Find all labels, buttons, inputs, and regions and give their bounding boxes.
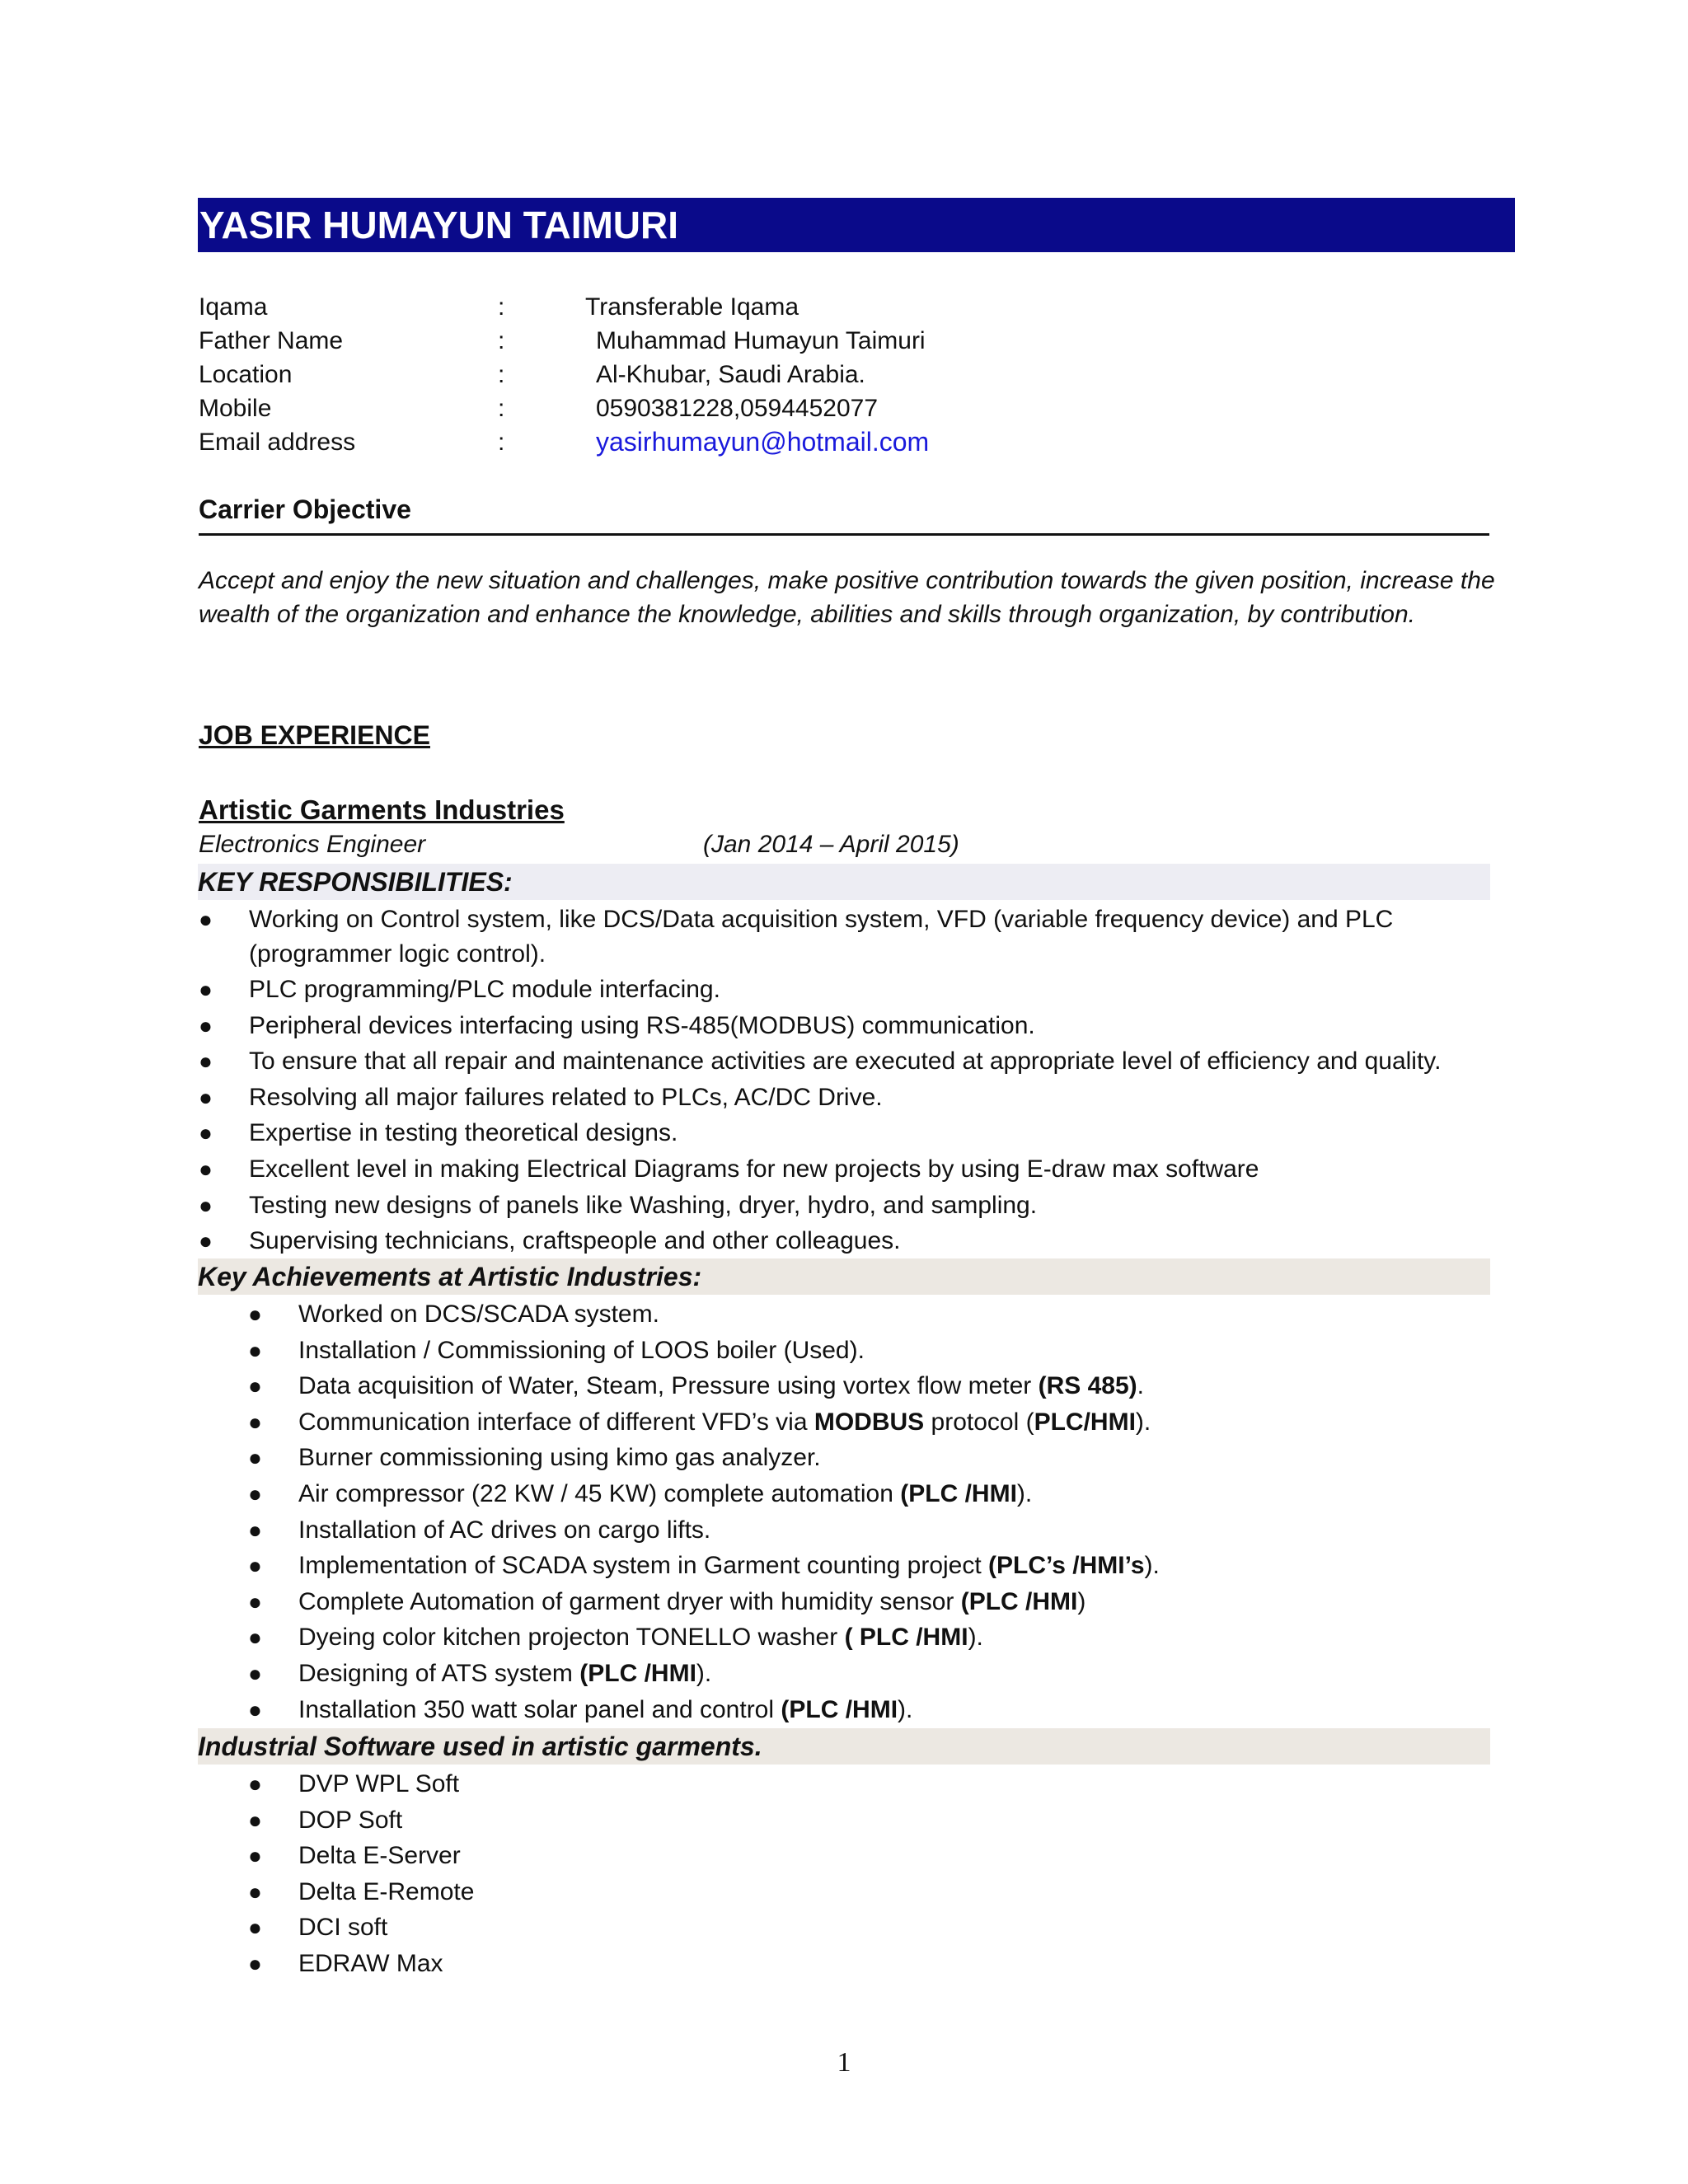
info-colon: :	[498, 327, 505, 354]
info-colon: :	[498, 395, 505, 422]
list-item: ● Data acquisition of Water, Steam, Pressure using vortex flow meter (RS 485).	[248, 1368, 1402, 1404]
info-colon: :	[498, 293, 505, 321]
list-item: ● Delta E-Remote	[248, 1874, 907, 1910]
info-row-email	[199, 425, 1023, 459]
bullet-dot-icon: ●	[248, 1337, 262, 1363]
bullet-dot-icon: ●	[248, 1950, 262, 1976]
bullet-dot-icon: ●	[248, 1373, 262, 1399]
section-divider	[199, 533, 1489, 536]
responsibilities-heading: KEY RESPONSIBILITIES:	[198, 864, 1490, 900]
info-row-location	[199, 358, 1023, 391]
list-item: ● Supervising technicians, craftspeople and other colleagues.	[199, 1223, 1517, 1259]
list-item: ● Testing new designs of panels like Washing, dryer, hydro, and sampling.	[199, 1188, 1517, 1224]
bullet-dot-icon: ●	[248, 1624, 262, 1651]
list-item: ● Excellent level in making Electrical Diagrams for new projects by using E-draw max software	[199, 1151, 1517, 1188]
list-item: ● Installation of AC drives on cargo lifts.	[248, 1512, 1402, 1549]
list-item: ● PLC programming/PLC module interfacing.	[199, 972, 1517, 1008]
list-item: ● Dyeing color kitchen projecton TONELLO washer ( PLC /HMI).	[248, 1619, 1402, 1656]
bullet-dot-icon: ●	[248, 1480, 262, 1507]
info-label: Mobile	[199, 395, 272, 422]
bullet-dot-icon: ●	[248, 1915, 262, 1941]
list-item: ● Burner commissioning using kimo gas analyzer.	[248, 1440, 1402, 1476]
bullet-dot-icon: ●	[248, 1771, 262, 1797]
bullet-dot-icon: ●	[199, 977, 213, 1002]
info-value: Al-Khubar, Saudi Arabia.	[596, 361, 865, 388]
bullet-dot-icon: ●	[248, 1301, 262, 1327]
list-item: ● Complete Automation of garment dryer with humidity sensor (PLC /HMI)	[248, 1584, 1402, 1620]
company-name: Artistic Garments Industries	[199, 794, 565, 825]
list-item: ● Implementation of SCADA system in Garment counting project (PLC’s /HMI’s).	[248, 1548, 1402, 1584]
bullet-dot-icon: ●	[248, 1553, 262, 1579]
bullet-dot-icon: ●	[248, 1588, 262, 1615]
objective-heading: Carrier Objective	[199, 494, 411, 524]
list-item: ● To ensure that all repair and maintenance activities are executed at appropriate level of efficiency and quality.	[199, 1043, 1517, 1080]
list-item: ● Air compressor (22 KW / 45 KW) complete automation (PLC /HMI).	[248, 1476, 1402, 1512]
software-list	[248, 1766, 907, 1982]
role-title: Electronics Engineer	[199, 831, 426, 858]
objective-text: Accept and enjoy the new situation and challenges, make positive contribution towards the given position, increase the wealth of the organization and enhance the knowledge, abilities and skills through organization, by contribution.	[199, 567, 1495, 628]
bullet-dot-icon: ●	[248, 1843, 262, 1869]
page-number: 1	[837, 2047, 851, 2078]
list-item: ● Peripheral devices interfacing using RS-485(MODBUS) communication.	[199, 1008, 1517, 1044]
info-value: 0590381228,0594452077	[596, 395, 879, 422]
list-item: ● Installation / Commissioning of LOOS boiler (Used).	[248, 1333, 1402, 1369]
bullet-dot-icon: ●	[248, 1445, 262, 1471]
list-item: ● Installation 350 watt solar panel and control (PLC /HMI).	[248, 1692, 1402, 1728]
info-label: Location	[199, 361, 293, 388]
bullet-dot-icon: ●	[199, 1048, 213, 1075]
achievements-heading: Key Achievements at Artistic Industries:	[198, 1258, 1490, 1295]
role-dates: (Jan 2014 – April 2015)	[703, 831, 959, 858]
bullet-dot-icon: ●	[199, 907, 213, 932]
bullet-dot-icon: ●	[199, 1192, 213, 1218]
bullet-dot-icon: ●	[248, 1807, 262, 1833]
bullet-dot-icon: ●	[248, 1696, 262, 1722]
list-item: ● Working on Control system, like DCS/Data acquisition system, VFD (variable frequency device) and PLC (programmer logic control).	[199, 902, 1517, 972]
software-heading: Industrial Software used in artistic garments.	[198, 1728, 1490, 1765]
bullet-dot-icon: ●	[199, 1012, 213, 1038]
info-colon: :	[498, 361, 505, 388]
bullet-dot-icon: ●	[199, 1155, 213, 1182]
info-label: Email address	[199, 429, 356, 456]
list-item: ● DVP WPL Soft	[248, 1766, 907, 1802]
info-label: Father Name	[199, 327, 344, 354]
bullet-dot-icon: ●	[199, 1120, 213, 1146]
info-value: Muhammad Humayun Taimuri	[596, 327, 926, 354]
list-item: ● Resolving all major failures related to PLCs, AC/DC Drive.	[199, 1080, 1517, 1116]
info-value: Transferable Iqama	[585, 293, 799, 321]
list-item: ● DCI soft	[248, 1910, 907, 1946]
list-item: ● Designing of ATS system (PLC /HMI).	[248, 1656, 1402, 1692]
list-item: ● DOP Soft	[248, 1802, 907, 1839]
list-item: ● Delta E-Server	[248, 1838, 907, 1874]
info-row-iqama	[199, 290, 1023, 324]
bullet-dot-icon: ●	[199, 1228, 213, 1254]
info-row-father-name	[199, 324, 1023, 358]
info-row-mobile	[199, 391, 1023, 425]
bullet-dot-icon: ●	[248, 1878, 262, 1905]
list-item: ● EDRAW Max	[248, 1946, 907, 1982]
personal-info	[199, 290, 1023, 459]
info-label: Iqama	[199, 293, 268, 321]
bullet-dot-icon: ●	[199, 1084, 213, 1110]
responsibilities-list	[199, 902, 1517, 1259]
name-banner: YASIR HUMAYUN TAIMURI	[198, 198, 1515, 252]
email-link[interactable]: yasirhumayun@hotmail.com	[596, 427, 930, 457]
job-experience-heading: JOB EXPERIENCE	[199, 720, 430, 750]
role-row	[199, 831, 1188, 859]
bullet-dot-icon: ●	[248, 1408, 262, 1435]
bullet-dot-icon: ●	[248, 1660, 262, 1686]
list-item: ● Worked on DCS/SCADA system.	[248, 1296, 1402, 1333]
achievements-list	[248, 1296, 1402, 1727]
list-item: ● Expertise in testing theoretical designs.	[199, 1115, 1517, 1151]
info-colon: :	[498, 429, 505, 456]
list-item: ● Communication interface of different VFD’s via MODBUS protocol (PLC/HMI).	[248, 1404, 1402, 1441]
bullet-dot-icon: ●	[248, 1516, 262, 1543]
